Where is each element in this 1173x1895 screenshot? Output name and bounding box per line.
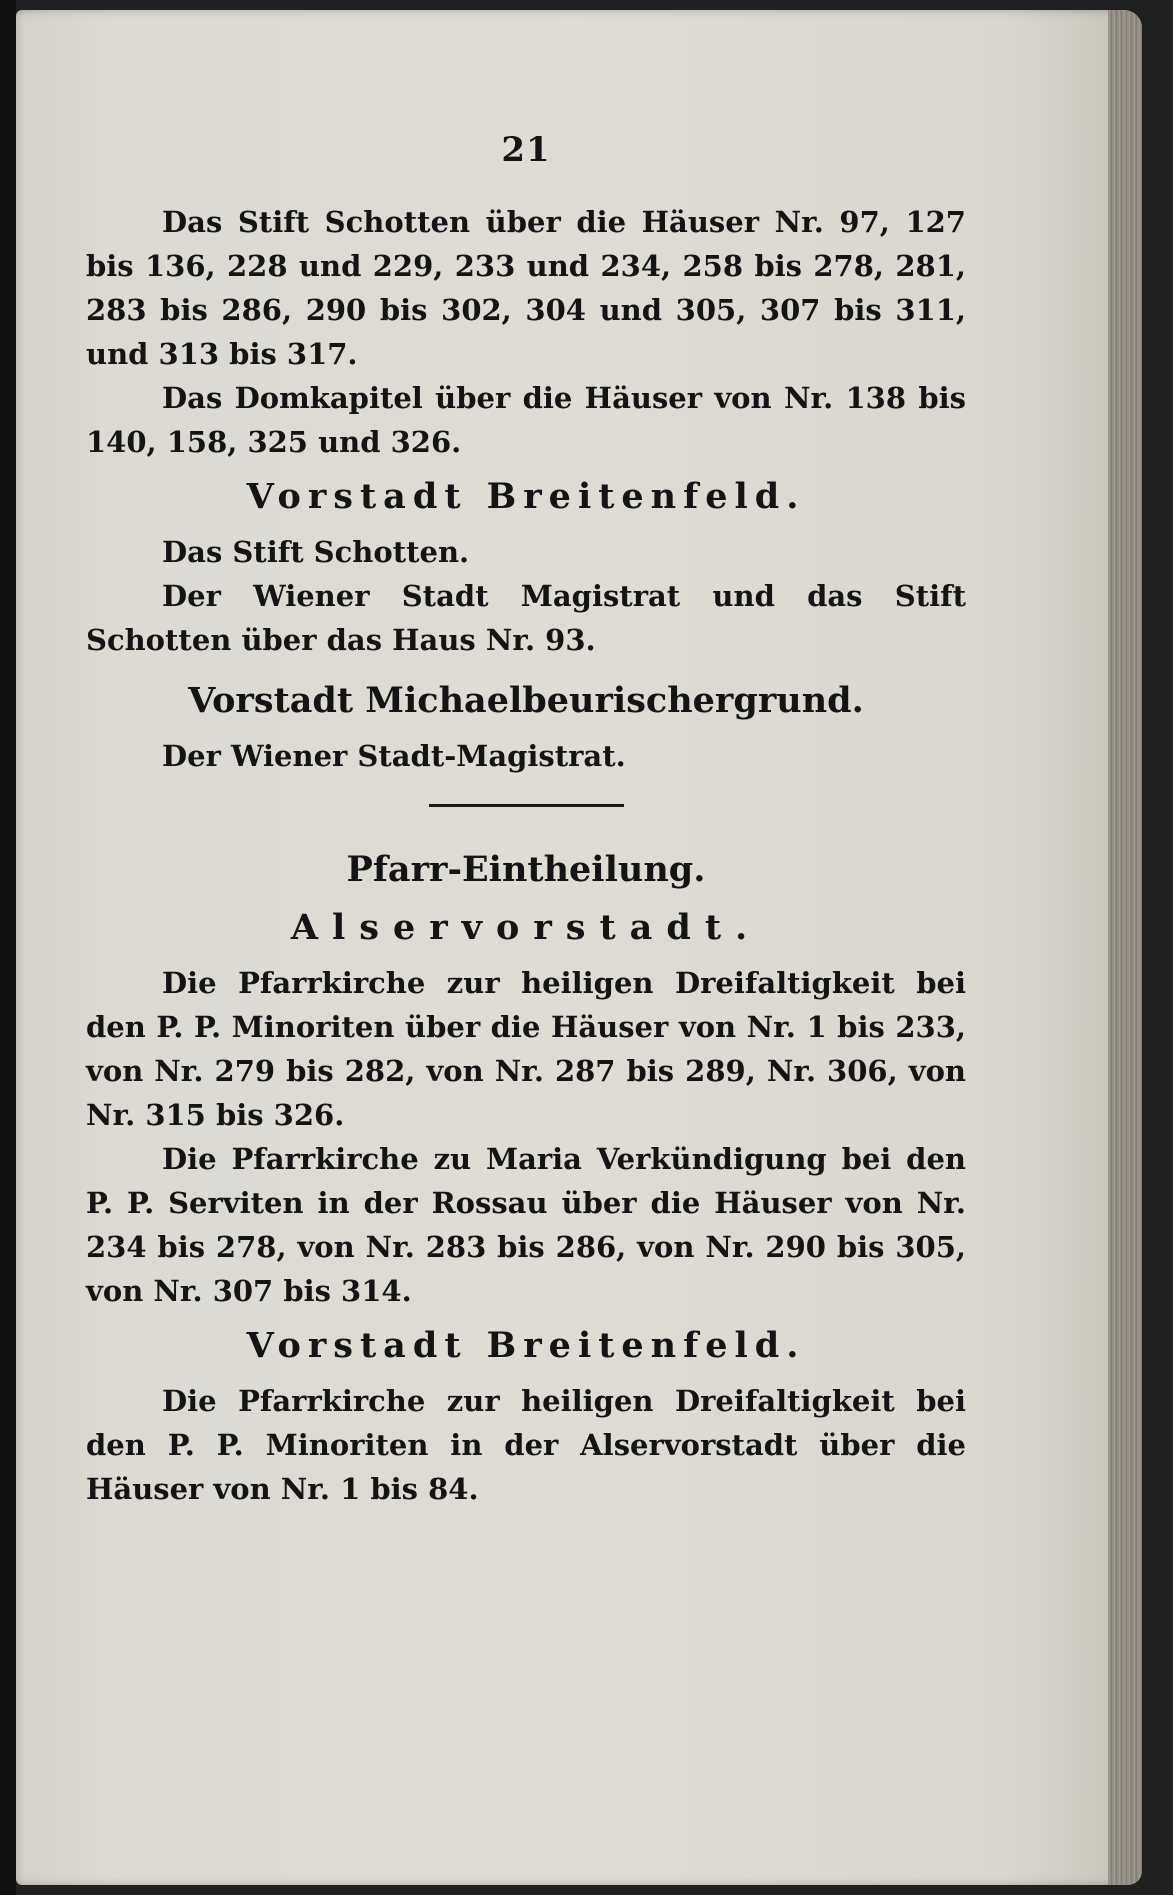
- maria-verkuendigung-paragraph: Die Pfarrkirche zu Maria Verkündigung bei den P. P. Serviten in der Rossau über die Häuser von Nr. 234 bis 278, von Nr. 283 bis 286, von Nr. 290 bis 305, von Nr. 307 bis 314.: [86, 1142, 966, 1308]
- domkapitel-paragraph: Das Domkapitel über die Häuser von Nr. 138 bis 140, 158, 325 und 326.: [86, 381, 966, 459]
- heading-pfarr-eintheilung: Pfarr-Eintheilung.: [346, 849, 706, 890]
- heading-breitenfeld-1: Vorstadt Breitenfeld.: [246, 476, 806, 517]
- stift-schotten-paragraph: Das Stift Schotten.: [162, 535, 470, 569]
- schotten-houses-paragraph: Das Stift Schotten über die Häuser Nr. 97, 127 bis 136, 228 und 229, 233 und 234, 258 bis 278, 281, 283 bis 286, 290 bis 302, 304 und 305, 307 bis 311, und 313 bis 317.: [86, 205, 966, 371]
- heading-alservorstadt: Alservorstadt.: [290, 907, 762, 948]
- magistrat-paragraph: Der Wiener Stadt-Magistrat.: [162, 739, 626, 773]
- page-edge-stack: [1108, 10, 1142, 1885]
- magistrat-schotten-paragraph: Der Wiener Stadt Magistrat und das Stift Schotten über das Haus Nr. 93.: [86, 579, 966, 657]
- binding-shadow: [0, 0, 16, 1895]
- section-divider: [429, 804, 624, 807]
- breitenfeld-pfarr-paragraph: Die Pfarrkirche zur heiligen Dreifaltigkeit bei den P. P. Minoriten in der Alservorstadt über die Häuser von Nr. 1 bis 84.: [86, 1384, 966, 1506]
- heading-breitenfeld-2: Vorstadt Breitenfeld.: [246, 1325, 806, 1366]
- dreifaltigkeit-paragraph: Die Pfarrkirche zur heiligen Dreifaltigkeit bei den P. P. Minoriten über die Häuser von Nr. 1 bis 233, von Nr. 279 bis 282, von Nr. 287 bis 289, Nr. 306, von Nr. 315 bis 326.: [86, 966, 966, 1132]
- page-number: 21: [501, 130, 551, 170]
- page-content: [86, 130, 966, 1511]
- heading-michaelbeurischergrund: Vorstadt Michaelbeurischergrund.: [188, 680, 864, 721]
